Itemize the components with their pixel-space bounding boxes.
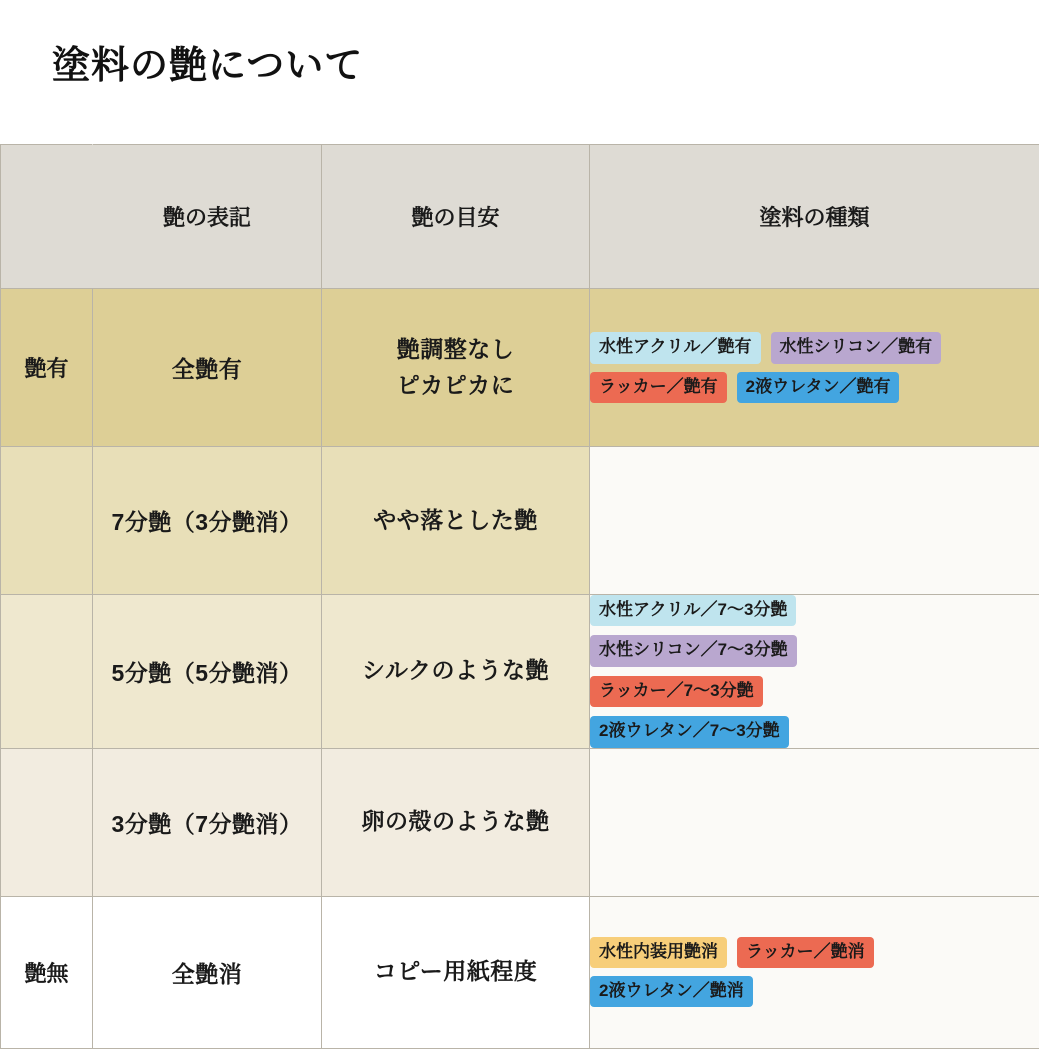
paint-chip: ラッカー／艶消 [737,937,874,968]
paint-types-cell [590,447,1039,595]
paint-types-cell [590,289,1039,447]
header-blank [1,145,93,289]
notation-label: 3分艶（7分艶消） [93,748,322,896]
group-label-empty [1,748,93,896]
notation-label: 5分艶（5分艶消） [93,595,322,749]
chip-group [590,937,1039,1008]
paint-types-cell [590,595,1039,749]
guide-line-1: 艶調整なし [322,332,589,368]
paint-chip: ラッカー／艶有 [590,372,727,403]
paint-chip: 水性内装用艶消 [590,937,727,968]
notation-label: 全艶消 [93,896,322,1048]
guide-text: 卵の殻のような艶 [322,748,590,896]
guide-text [322,289,590,447]
paint-chip: 水性アクリル／艶有 [590,332,761,363]
guide-text: やや落とした艶 [322,447,590,595]
header-types: 塗料の種類 [590,145,1039,289]
group-label-empty [1,447,93,595]
group-label-empty [1,595,93,749]
paint-chip: 2液ウレタン／艶消 [590,976,753,1007]
table-header [1,145,1039,289]
paint-chip: 水性アクリル／7〜3分艶 [590,595,796,626]
page-title: 塗料の艶について [0,0,1039,91]
paint-types-cell [590,896,1039,1048]
group-label-matte: 艶無 [1,896,93,1048]
paint-types-cell [590,748,1039,896]
header-notation: 艶の表記 [93,145,322,289]
paint-chip: 2液ウレタン／艶有 [737,372,900,403]
guide-text: コピー用紙程度 [322,896,590,1048]
table-row [1,748,1039,896]
table-header-row [1,145,1039,289]
guide-text: シルクのような艶 [322,595,590,749]
table-row [1,896,1039,1048]
table-row [1,289,1039,447]
paint-chip: 2液ウレタン／7〜3分艶 [590,716,789,747]
chip-group [590,332,1039,403]
header-guide: 艶の目安 [322,145,590,289]
table-row [1,447,1039,595]
guide-line-2: ピカピカに [322,368,589,404]
table-row [1,595,1039,749]
chip-group [590,595,1039,748]
notation-label: 7分艶（3分艶消） [93,447,322,595]
paint-chip: ラッカー／7〜3分艶 [590,676,763,707]
group-label-gloss: 艶有 [1,289,93,447]
notation-label: 全艶有 [93,289,322,447]
paint-chip: 水性シリコン／艶有 [771,332,942,363]
gloss-table [0,144,1039,1049]
paint-chip: 水性シリコン／7〜3分艶 [590,635,797,666]
table-body [1,289,1039,1049]
